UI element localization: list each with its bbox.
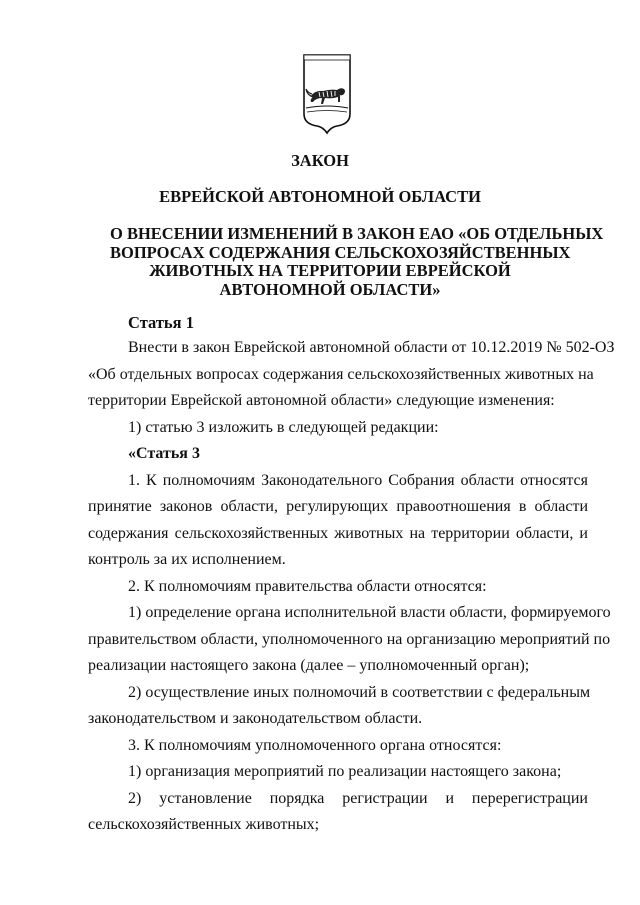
text-line: 1. К полномочиям Законодательного Собрания области относятся <box>128 471 588 489</box>
text-line: контроль за их исполнением. <box>88 551 286 568</box>
paragraph-1 <box>88 468 588 574</box>
quoted-article-heading <box>88 441 588 468</box>
text-line: Внести в закон Еврейской автономной области от 10.12.2019 № 502-ОЗ <box>128 339 615 356</box>
coat-of-arms-shield <box>301 52 353 136</box>
law-title-line: АВТОНОМНОЙ ОБЛАСТИ» <box>219 279 441 299</box>
text-line: реализации настоящего закона (далее – уполномоченный орган); <box>88 657 530 674</box>
law-heading: ЗАКОН <box>291 151 349 170</box>
text-line: 1) определение органа исполнительной власти области, формируемого <box>128 604 611 621</box>
text-line: 2) осуществление иных полномочий в соответствии с федеральным <box>128 683 591 701</box>
paragraph-2-item-2 <box>88 680 591 733</box>
paragraph-2 <box>88 574 588 601</box>
text-line: 3. К полномочиям уполномоченного органа относятся: <box>128 736 502 754</box>
paragraph-3-item-1 <box>88 759 588 786</box>
text-line: содержания сельскохозяйственных животных на территории области, и <box>88 524 588 542</box>
paragraph-3 <box>88 733 588 760</box>
text-line: «Статья 3 <box>128 445 200 462</box>
law-title-line: О ВНЕСЕНИИ ИЗМЕНЕНИЙ В ЗАКОН ЕАО «ОБ ОТДЕЛЬНЫХ <box>110 224 604 243</box>
text-line: принятие законов области, регулирующих правоотношения в области <box>88 498 588 515</box>
text-line: 1) статью 3 изложить в следующей редакции: <box>128 418 439 436</box>
law-title <box>110 224 604 299</box>
law-title-line: ВОПРОСАХ СОДЕРЖАНИЯ СЕЛЬСКОХОЗЯЙСТВЕННЫХ <box>110 242 571 262</box>
intro-paragraph <box>88 335 615 415</box>
text-line: 2. К полномочиям правительства области относятся: <box>128 577 487 595</box>
text-line: правительством области, уполномоченного на организацию мероприятий по <box>88 630 611 648</box>
paragraph-2-item-1 <box>88 600 611 680</box>
text-line: сельскохозяйственных животных; <box>88 816 320 833</box>
text-line: 1) организация мероприятий по реализации настоящего закона; <box>128 763 562 780</box>
coat-of-arms-tiger-icon <box>301 52 353 136</box>
article-1-heading: Статья 1 <box>128 313 194 332</box>
text-line: «Об отдельных вопросах содержания сельскохозяйственных животных на <box>88 365 594 383</box>
item-1 <box>88 415 588 442</box>
text-line: 2) установление порядка регистрации и перерегистрации <box>128 789 588 807</box>
paragraph-3-item-2 <box>88 786 588 839</box>
region-heading: ЕВРЕЙСКОЙ АВТОНОМНОЙ ОБЛАСТИ <box>159 187 481 206</box>
text-line: законодательством и законодательством области. <box>88 710 423 727</box>
law-title-line: ЖИВОТНЫХ НА ТЕРРИТОРИИ ЕВРЕЙСКОЙ <box>149 261 511 280</box>
text-line: территории Еврейской автономной области» следующие изменения: <box>88 392 555 409</box>
article-1-body <box>88 335 615 839</box>
